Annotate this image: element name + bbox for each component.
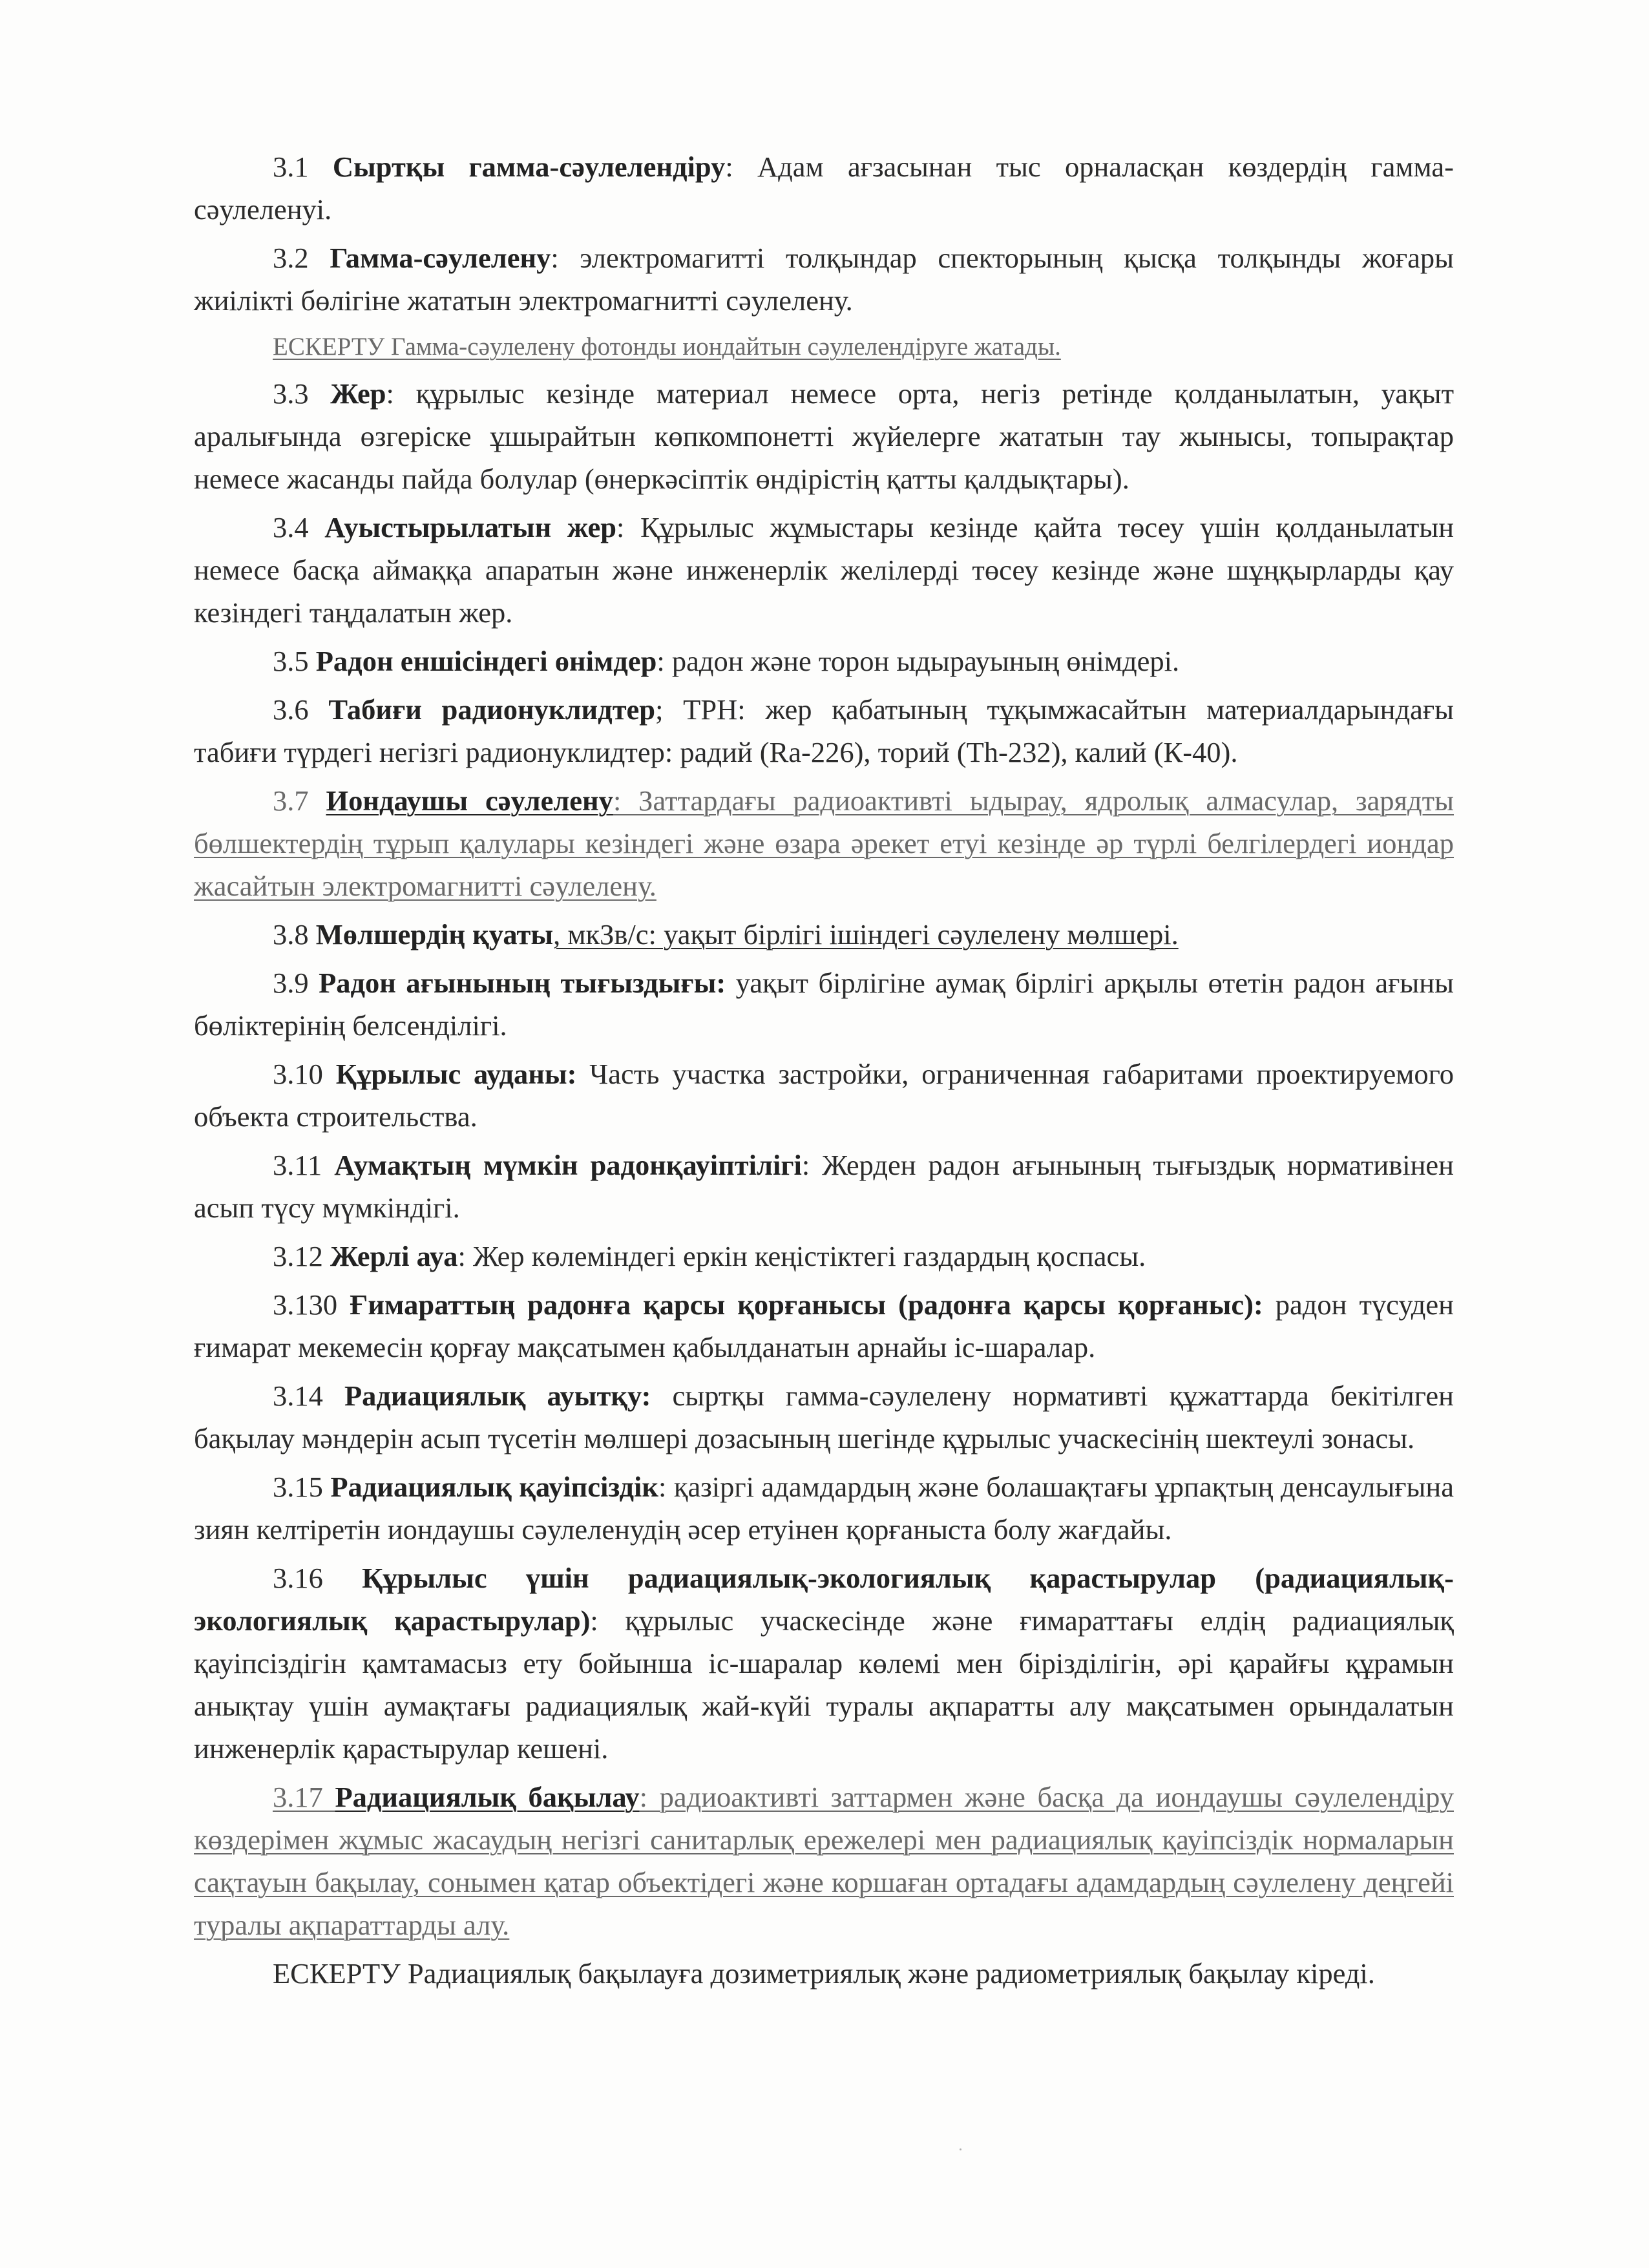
definition-3-6 — [194, 688, 1454, 773]
definition-3-1 — [194, 145, 1454, 231]
definition-term: Табиғи радионуклидтер — [328, 693, 656, 726]
definition-number: 3.3 — [273, 377, 331, 410]
definition-term: Радиациялық қауіпсіздік — [330, 1471, 658, 1503]
definition-text: радон түсуден ғимарат мекемесін қорғау мақсатымен қабылданатын арнайы іс-шаралар. — [194, 1288, 1454, 1363]
definition-3-8 — [194, 913, 1454, 956]
definition-text: , мкЗв/с: уақыт бірлігі ішіндегі сәулелену мөлшері. — [553, 918, 1179, 950]
document-page — [194, 145, 1454, 2000]
definition-number: 3.16 — [273, 1562, 362, 1594]
note-radiation-control: ЕСКЕРТУ Радиациялық бақылауға дозиметриялық және радиометриялық бақылау кіреді. — [273, 1957, 1375, 1990]
definition-text: : құрылыс учаскесінде және ғимараттағы елдің радиациялық қауіпсіздігін қамтамасыз ету бойынша іс-шаралар көлемі мен бірізділігін, әрі қарайғы құрамын анықтау үшін аумақтағы радиациялық жай-күйі туралы ақпаратты алу мақсатымен орындалатын инженерлік қарастырулар кешені. — [194, 1604, 1455, 1765]
definition-term: Радиациялық ауытқу: — [344, 1380, 651, 1412]
definition-text: : құрылыс кезінде материал немесе орта, негіз ретінде қолданылатын, уақыт аралығында өзгеріске ұшырайтын көпкомпонетті жүйелерге жататын тау жынысы, топырақтар немесе жасанды пайда болулар (өнеркәсіптік өндірістің қатты қалдықтары). — [194, 377, 1455, 495]
definition-term: Сыртқы гамма-сәулелендіру — [332, 151, 726, 183]
definition-term: Мөлшердің қуаты — [315, 918, 554, 950]
definition-term: Жер — [330, 377, 386, 410]
definition-term: Жерлі ауа — [330, 1240, 458, 1272]
definition-number: 3.7 — [273, 784, 326, 817]
definition-text: ; ТРН: жер қабатының тұқымжасайтын материалдарындағы табиғи түрдегі негізгі радионуклидтер: радий (Ra-226), торий (Th-232), калий (К-40). — [194, 693, 1454, 768]
definition-number: 3.11 — [273, 1149, 335, 1181]
definition-number: 3.9 — [273, 967, 319, 999]
definition-term: Гамма-сәулелену — [330, 242, 551, 274]
definition-3-7 — [194, 779, 1454, 907]
definition-3-15 — [194, 1465, 1454, 1551]
definition-term: Радон еншісіндегі өнімдер — [315, 645, 657, 677]
definition-term: Құрылыс үшін радиациялық-экологиялық қарастырулар (радиациялық-экологиялық қарастырулар) — [194, 1562, 1455, 1637]
definition-text: : Жер көлеміндегі еркін кеңістіктегі газдардың қоспасы. — [457, 1240, 1146, 1272]
definition-term: Ғимараттың радонға қарсы қорғанысы (радонға қарсы қорғаныс): — [350, 1288, 1263, 1321]
definition-number: 3.10 — [273, 1058, 336, 1090]
definition-3-16 — [194, 1557, 1454, 1770]
definition-text: : Құрылыс жұмыстары кезінде қайта төсеу үшін қолданылатын немесе басқа аймаққа апаратын және инженерлік желілерді төсеу кезінде және шұңқырларды қау кезіндегі таңдалатын жер. — [194, 511, 1455, 629]
definition-number: 3.2 — [273, 242, 330, 274]
definition-number: 3.17 — [273, 1781, 335, 1813]
definition-3-2 — [194, 236, 1454, 322]
definition-number: 3.14 — [273, 1380, 344, 1412]
definition-number: 3.1 — [273, 151, 333, 183]
definition-text: Часть участка застройки, ограниченная габаритами проектируемого объекта строительства. — [194, 1058, 1454, 1133]
definition-3-4 — [194, 506, 1454, 634]
definition-3-13 — [194, 1283, 1454, 1369]
definition-number: 3.15 — [273, 1471, 331, 1503]
definition-term: Иондаушы сәулелену — [326, 784, 613, 817]
definition-3-9 — [194, 961, 1454, 1047]
definition-term: Аумақтың мүмкін радонқауіптілігі — [334, 1149, 802, 1181]
definition-number: 3.12 — [273, 1240, 330, 1272]
definition-text: : Адам ағзасынан тыс орналасқан көздердің гамма-сәулеленуі. — [194, 151, 1454, 226]
scan-speck — [960, 2148, 961, 2150]
definition-text: : электромагитті толқындар спекторының қысқа толқынды жоғары жиілікті бөлігіне жататын электромагнитті сәулелену. — [194, 242, 1454, 317]
definition-3-3 — [194, 372, 1454, 500]
definition-number: 3.6 — [273, 693, 329, 726]
definition-3-10 — [194, 1053, 1454, 1138]
definition-number: 3.5 — [273, 645, 316, 677]
definition-3-5 — [194, 640, 1454, 682]
definition-term: Радон ағынының тығыздығы: — [319, 967, 726, 999]
definition-3-17 — [194, 1776, 1454, 1946]
definition-term: Ауыстырылатын жер — [324, 511, 617, 543]
definition-number: 3.8 — [273, 918, 316, 950]
definition-text: уақыт бірлігіне аумақ бірлігі арқылы өтетін радон ағыны бөліктерінің белсенділігі. — [194, 967, 1454, 1042]
definition-number: 3.4 — [273, 511, 325, 543]
definition-3-14 — [194, 1374, 1454, 1460]
definition-text: : радон және торон ыдырауының өнімдері. — [656, 645, 1180, 677]
definition-text: : радиоактивті заттармен және басқа да иондаушы сәулелендіру көздерімен жұмыс жасаудың негізгі санитарлық ережелері мен радиациялық қауіпсіздік нормаларын сақтауын бақылау, сонымен қатар объектідегі және коршаған ортадағы адамдардың сәулелену деңгейі туралы ақпараттарды алу. — [194, 1781, 1454, 1941]
note-gamma: ЕСКЕРТУ Гамма-сәулелену фотонды иондайтын сәулелендіруге жатады. — [273, 333, 1061, 361]
definition-term: Радиациялық бақылау — [335, 1781, 640, 1813]
definition-text: сыртқы гамма-сәулелену нормативті құжаттарда бекітілген бақылау мәндерін асып түсетін мөлшері дозасының шегінде құрылыс учаскесінің шектеулі зонасы. — [194, 1380, 1454, 1454]
definition-3-11 — [194, 1144, 1454, 1229]
definition-term: Құрылыс ауданы: — [335, 1058, 577, 1090]
definition-text: : қазіргі адамдардың және болашақтағы ұрпақтың денсаулығына зиян келтіретін иондаушы сәулеленудің әсер етуінен қорғаныста болу жағдайы. — [194, 1471, 1454, 1546]
definition-3-12 — [194, 1235, 1454, 1277]
definition-text: : Жерден радон ағынының тығыздық нормативінен асып түсу мүмкіндігі. — [194, 1149, 1454, 1224]
definition-text: : Заттардағы радиоактивті ыдырау, ядролық алмасулар, зарядты бөлшектердің тұрып қалулары кезіндегі және өзара әрекет етуі кезінде әр түрлі белгілердегі иондар жасайтын электромагнитті сәулелену. — [194, 784, 1454, 902]
definition-number: 3.130 — [273, 1288, 350, 1321]
